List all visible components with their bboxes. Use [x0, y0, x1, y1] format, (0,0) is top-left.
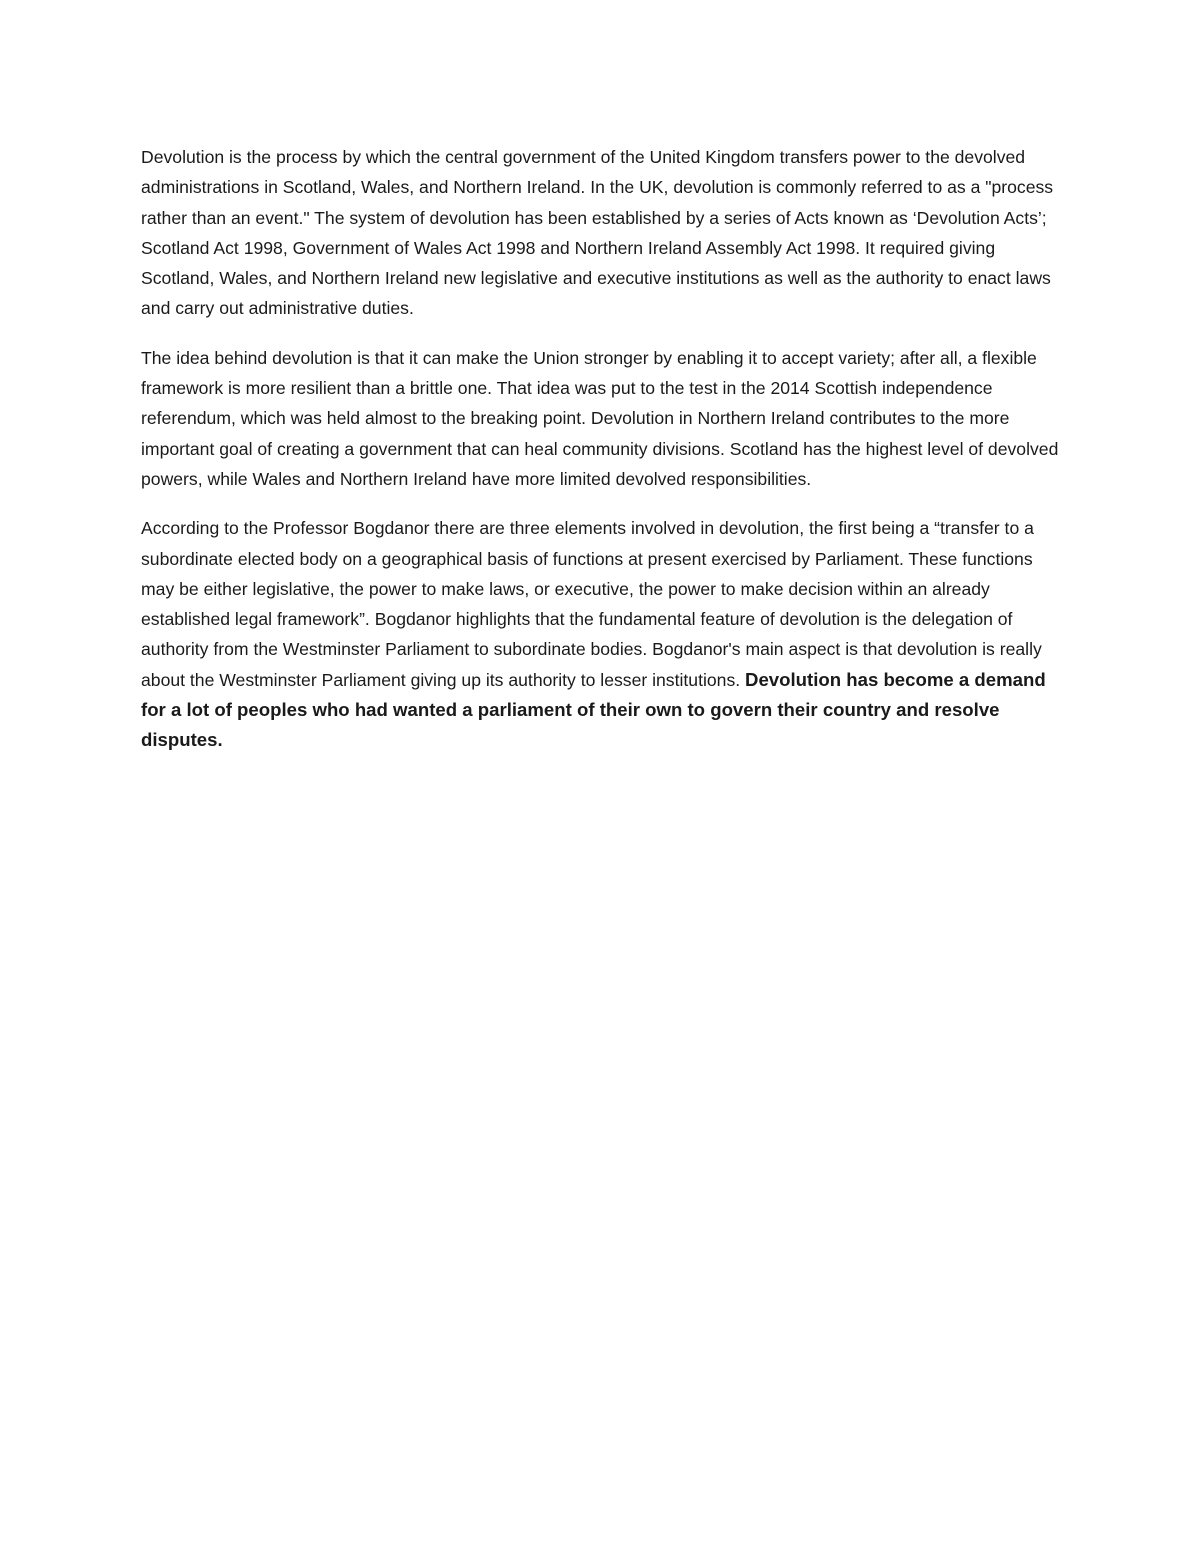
- paragraph-text: The idea behind devolution is that it can make the Union stronger by enabling it to accept variety; after all, a flexible framework is more resilient than a brittle one. That idea was put to the test in the 2014 Scottish independence referendum, which was held almost to the breaking point. Devolution in Northern Ireland contributes to the more important goal of creating a government that can heal community divisions. Scotland has the highest level of devolved powers, while Wales and Northern Ireland have more limited devolved responsibilities.: [141, 347, 1059, 489]
- paragraph-text: Devolution is the process by which the central government of the United Kingdom transfers power to the devolved administrations in Scotland, Wales, and Northern Ireland. In the UK, devolution is commonly referred to as a "process rather than an event." The system of devolution has been established by a series of Acts known as ‘Devolution Acts’; Scotland Act 1998, Government of Wales Act 1998 and Northern Ireland Assembly Act 1998. It required giving Scotland, Wales, and Northern Ireland new legislative and executive institutions as well as the authority to enact laws and carry out administrative duties.: [141, 147, 1054, 319]
- paragraph-bogdanor: [141, 513, 1059, 755]
- bold-conclusion-text: Devolution has become a demand for a lot of peoples who had wanted a parliament of their own to govern their country and resolve disputes.: [141, 668, 1046, 751]
- paragraph-devolution-definition: [141, 142, 1059, 324]
- paragraph-devolution-idea: [141, 343, 1059, 494]
- document-body: [141, 142, 1059, 775]
- paragraph-text: According to the Professor Bogdanor there are three elements involved in devolution, the first being a “transfer to a subordinate elected body on a geographical basis of functions at present exercised by Parliament. These functions may be either legislative, the power to make laws, or executive, the power to make decision within an already established legal framework”. Bogdanor highlights that the fundamental feature of devolution is the delegation of authority from the Westminster Parliament to subordinate bodies. Bogdanor's main aspect is that devolution is really about the Westminster Parliament giving up its authority to lesser institutions.: [141, 518, 1042, 690]
